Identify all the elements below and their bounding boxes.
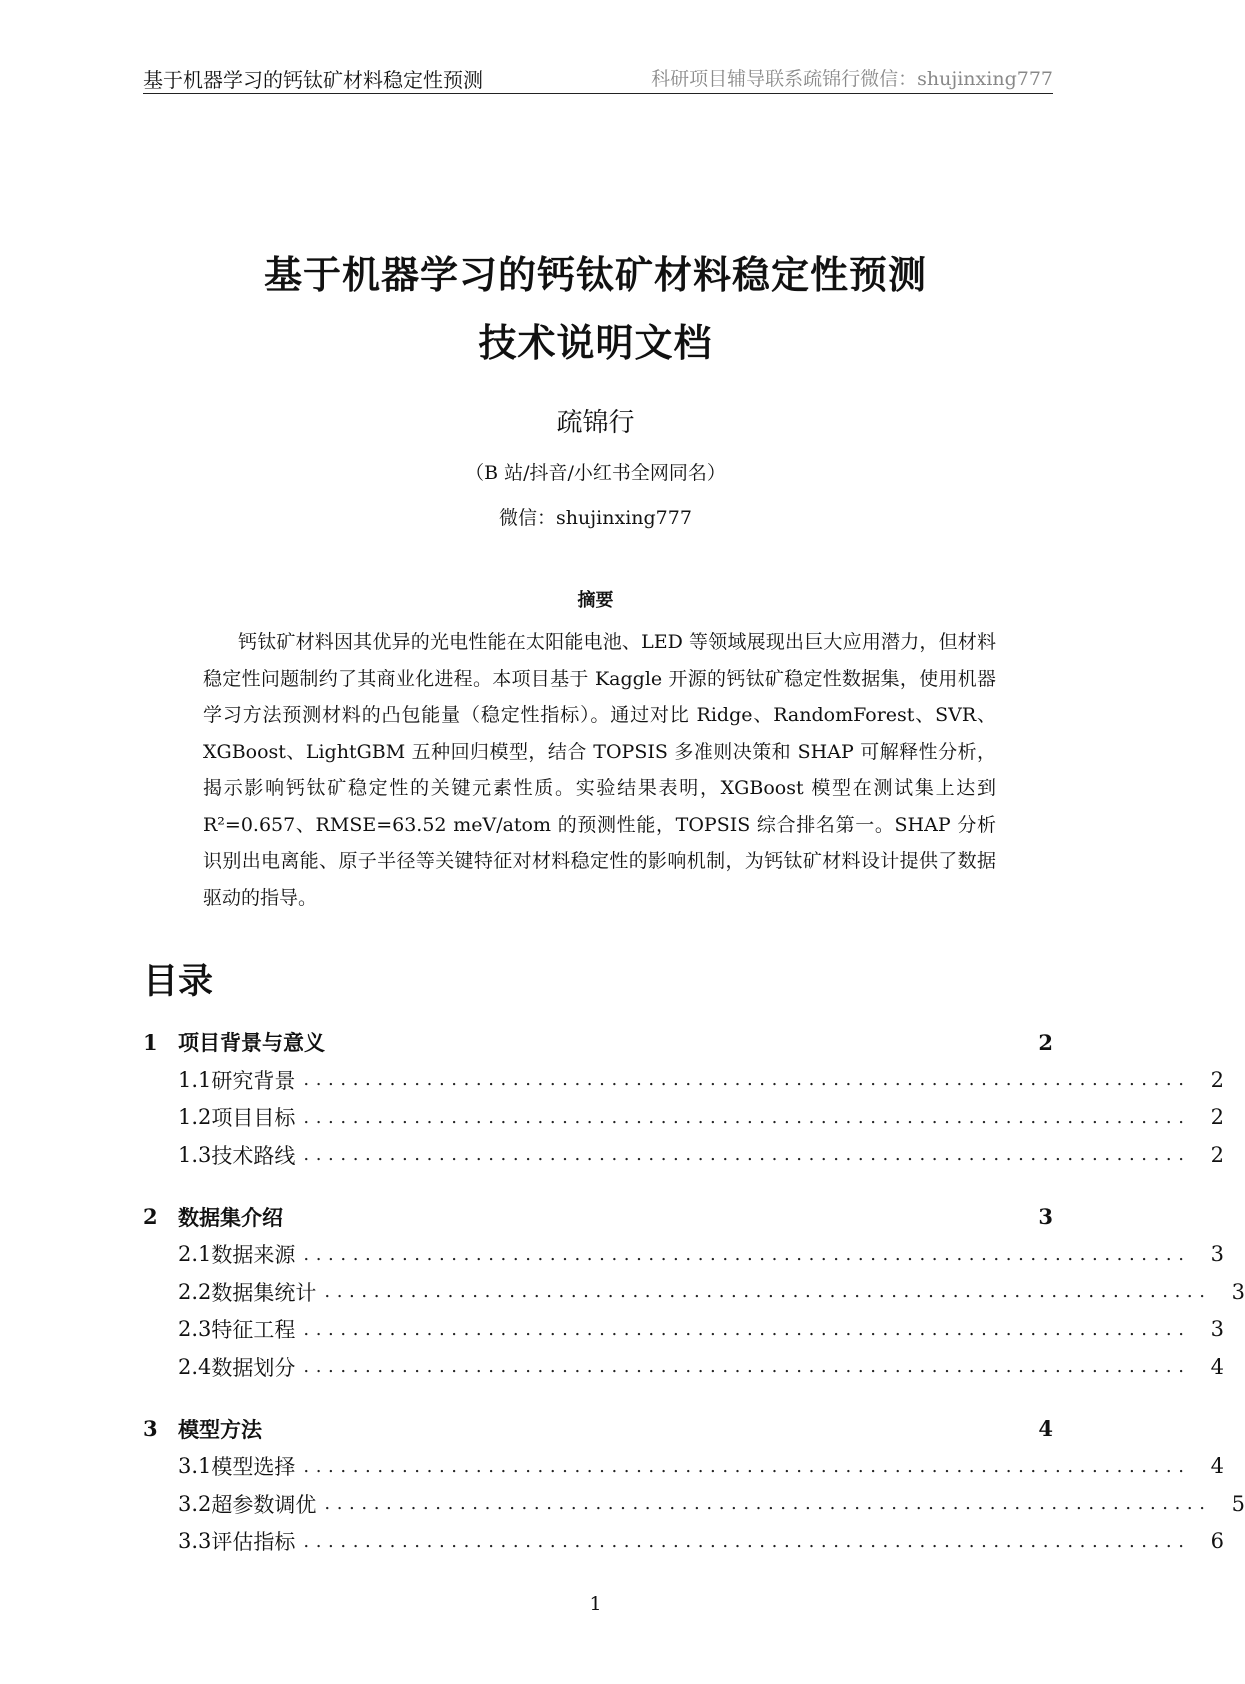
- table-of-contents: [143, 1023, 1245, 1560]
- toc-subsection-number: 2.1: [178, 1242, 212, 1267]
- toc-section-page: 2: [1038, 1029, 1053, 1055]
- toc-subsection-number: 3.2: [178, 1491, 212, 1516]
- toc-leader-dots: ........................................................................: [303, 1455, 1191, 1477]
- toc-subsection-number: 1.1: [178, 1067, 212, 1092]
- page-number: 1: [589, 1593, 602, 1615]
- toc-subsection-title: 项目目标: [211, 1106, 296, 1131]
- toc-subsection-title: 数据划分: [211, 1355, 296, 1380]
- toc-leader-dots: ........................................................................: [303, 1243, 1191, 1265]
- toc-subsection-title: 评估指标: [211, 1530, 296, 1555]
- toc-subsection-number: 3.3: [178, 1529, 212, 1554]
- toc-section[interactable]: [143, 1198, 1053, 1236]
- toc-section-title: 数据集介绍: [178, 1204, 283, 1230]
- toc-subsection-number: 3.1: [178, 1454, 212, 1479]
- toc-section[interactable]: [143, 1023, 1053, 1061]
- toc-subsection-title: 研究背景: [211, 1068, 296, 1093]
- abstract-title: 摘要: [577, 590, 614, 611]
- toc-leader-dots: ........................................................................: [303, 1069, 1191, 1091]
- toc-leader-dots: ........................................................................: [303, 1530, 1191, 1552]
- header-contact: 科研项目辅导联系疏锦行微信：shujinxing777: [651, 68, 1053, 90]
- toc-section-page: 3: [1038, 1204, 1053, 1229]
- toc-subsection-page: 2: [1210, 1142, 1224, 1167]
- toc-subsection-number: 1.2: [178, 1105, 212, 1130]
- toc-section-number: 1: [143, 1029, 158, 1055]
- author-aka: （B 站/抖音/小红书全网同名）: [465, 462, 726, 484]
- toc-heading: 目录: [143, 961, 214, 1002]
- toc-leader-dots: ........................................................................: [303, 1318, 1191, 1340]
- toc-subsection[interactable]: [143, 1523, 1224, 1561]
- page-header: [143, 64, 1053, 94]
- toc-subsection[interactable]: [143, 1099, 1224, 1137]
- toc-subsection[interactable]: [143, 1311, 1224, 1349]
- toc-subsection-page: 2: [1210, 1067, 1224, 1092]
- toc-gap: [143, 1174, 1053, 1198]
- toc-leader-dots: ........................................................................: [303, 1144, 1191, 1166]
- toc-section-number: 2: [143, 1204, 158, 1229]
- toc-subsection-title: 特征工程: [211, 1318, 296, 1343]
- toc-subsection-number: 2.3: [178, 1317, 212, 1342]
- toc-section-number: 3: [143, 1416, 158, 1441]
- toc-subsection-title: 数据来源: [211, 1243, 296, 1268]
- toc-subsection-page: 3: [1210, 1242, 1224, 1267]
- document-title-line2: 技术说明文档: [478, 320, 713, 365]
- toc-subsection-page: 4: [1210, 1454, 1224, 1479]
- toc-section-title: 模型方法: [178, 1416, 262, 1442]
- toc-subsection[interactable]: [143, 1348, 1224, 1386]
- toc-section[interactable]: [143, 1410, 1053, 1448]
- toc-subsection-title: 技术路线: [211, 1143, 296, 1168]
- toc-subsection[interactable]: [143, 1136, 1224, 1174]
- abstract-body: 钙钛矿材料因其优异的光电性能在太阳能电池、LED 等领域展现出巨大应用潜力，但材料稳定性问题制约了其商业化进程。本项目基于 Kaggle 开源的钙钛矿稳定性数据集，使用机器学习方法预测材料的凸包能量（稳定性指标）。通过对比 Ridge、RandomForest、SVR、XGBoost、LightGBM 五种回归模型，结合 TOPSIS 多准则决策和 SHAP 可解释性分析，揭示影响钙钛矿稳定性的关键元素性质。实验结果表明，XGBoost 模型在测试集上达到 R²=0.657、RMSE=63.52 meV/atom 的预测性能，TOPSIS 综合排名第一。SHAP 分析识别出电离能、原子半径等关键特征对材料稳定性的影响机制，为钙钛矿材料设计提供了数据驱动的指导。: [203, 631, 996, 909]
- toc-subsection[interactable]: [143, 1236, 1224, 1274]
- toc-leader-dots: ........................................................................: [324, 1281, 1212, 1303]
- toc-subsection-number: 2.4: [178, 1354, 212, 1379]
- toc-subsection-page: 3: [1210, 1317, 1224, 1342]
- toc-subsection[interactable]: [143, 1448, 1224, 1486]
- toc-gap: [143, 1386, 1053, 1410]
- toc-subsection-page: 2: [1210, 1105, 1224, 1130]
- toc-section-page: 4: [1038, 1416, 1053, 1441]
- toc-subsection-title: 超参数调优: [211, 1492, 317, 1517]
- toc-subsection[interactable]: [143, 1061, 1224, 1099]
- toc-leader-dots: ........................................................................: [324, 1493, 1212, 1515]
- toc-subsection[interactable]: [143, 1273, 1245, 1311]
- toc-subsection-number: 1.3: [178, 1142, 212, 1167]
- toc-subsection-title: 数据集统计: [211, 1280, 317, 1305]
- document-title-line1: 基于机器学习的钙钛矿材料稳定性预测: [263, 252, 927, 297]
- toc-leader-dots: ........................................................................: [303, 1106, 1191, 1128]
- toc-subsection-page: 6: [1210, 1529, 1224, 1554]
- toc-subsection-page: 5: [1231, 1491, 1245, 1516]
- author-name: 疏锦行: [556, 408, 635, 438]
- toc-subsection[interactable]: [143, 1485, 1245, 1523]
- toc-leader-dots: ........................................................................: [303, 1356, 1191, 1378]
- author-wechat: 微信：shujinxing777: [499, 507, 692, 529]
- toc-subsection-page: 4: [1210, 1354, 1224, 1379]
- toc-subsection-page: 3: [1231, 1279, 1245, 1304]
- header-title: 基于机器学习的钙钛矿材料稳定性预测: [143, 68, 483, 92]
- toc-subsection-title: 模型选择: [211, 1455, 296, 1480]
- toc-subsection-number: 2.2: [178, 1279, 212, 1304]
- toc-section-title: 项目背景与意义: [178, 1030, 325, 1055]
